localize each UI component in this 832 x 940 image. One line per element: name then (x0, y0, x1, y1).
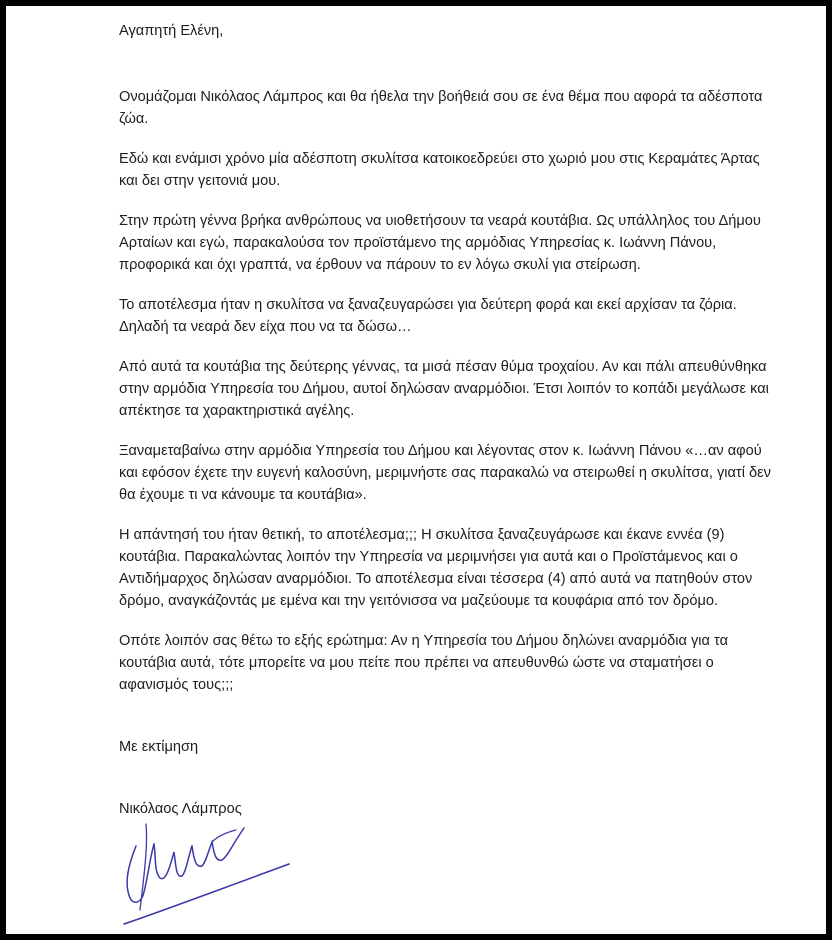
paragraph-second-mating: Το αποτέλεσμα ήταν η σκυλίτσα να ξαναζευγαρώσει για δεύτερη φορά και εκεί αρχίσαν τα ζόρια. Δηλαδή τα νεαρά δεν είχα που να τα δώσω… (119, 297, 737, 335)
paragraph-intro: Ονομάζομαι Νικόλαος Λάμπρος και θα ήθελα την βοήθειά σου σε ένα θέμα που αφορά τα αδέσποτα ζώα. (119, 89, 763, 127)
handwritten-signature (94, 806, 294, 936)
letter-body (119, 20, 779, 820)
paragraph-question: Οπότε λοιπόν σας θέτω το εξής ερώτημα: Αν η Υπηρεσία του Δήμου δηλώνει αναρμόδια για τα κουτάβια αυτά, τότε μπορείτε να μου πείτε που πρέπει να απευθυνθώ ώστε να σταματήσει ο αφανισμός τους;;; (119, 633, 729, 693)
letter-closing: Με εκτίμηση (119, 739, 199, 755)
letter-greeting: Αγαπητή Ελένη, (119, 23, 224, 39)
paragraph-request: Ξαναμεταβαίνω στην αρμόδια Υπηρεσία του Δήμου και λέγοντας στον κ. Ιωάννη Πάνου «…αν αφού και εφόσον έχετε την ευγενή καλοσύνη, μεριμνήστε σας παρακαλώ να στειρωθεί η σκυλίτσα, γιατί δεν θα έχουμε τι να κάνουμε τα κουτάβια». (119, 443, 771, 503)
signer-name: Νικόλαος Λάμπρος (119, 801, 242, 817)
paragraph-first-litter: Στην πρώτη γέννα βρήκα ανθρώπους να υιοθετήσουν τα νεαρά κουτάβια. Ως υπάλληλος του Δήμου Αρταίων και εγώ, παρακαλούσα τον προϊστάμενο της αρμόδιας Υπηρεσίας κ. Ιωάννη Πάνου, προφορικά και όχι γραπτά, να έρθουν να πάρουν το εν λόγω σκυλί για στείρωση. (119, 213, 761, 273)
paragraph-second-litter: Από αυτά τα κουτάβια της δεύτερης γέννας, τα μισά πέσαν θύμα τροχαίου. Αν και πάλι απευθύνθηκα στην αρμόδια Υπηρεσία του Δήμου, αυτοί δηλώσαν αναρμόδιοι. Έτσι λοιπόν το κοπάδι μεγάλωσε και απέκτησε τα χαρακτηριστικά αγέλης. (119, 359, 769, 419)
paragraph-outcome: Η απάντησή του ήταν θετική, το αποτέλεσμα;;; Η σκυλίτσα ξαναζευγάρωσε και έκανε εννέα (9) κουτάβια. Παρακαλώντας λοιπόν την Υπηρεσία να μεριμνήσει για αυτά και ο Προϊστάμενος και ο Αντιδήμαρχος δηλώσαν αναρμόδιοι. Το αποτέλεσμα είναι τέσσερα (4) από αυτά να πατηθούν στον δρόμο, αναγκάζοντάς με εμένα και την γειτόνισσα να μαζεύουμε τα κουφάρια από τον δρόμο. (119, 527, 753, 609)
paragraph-background: Εδώ και ενάμισι χρόνο μία αδέσποτη σκυλίτσα κατοικοεδρεύει στο χωριό μου στις Κεραμάτες Άρτας και δει στην γειτονιά μου. (119, 151, 760, 189)
